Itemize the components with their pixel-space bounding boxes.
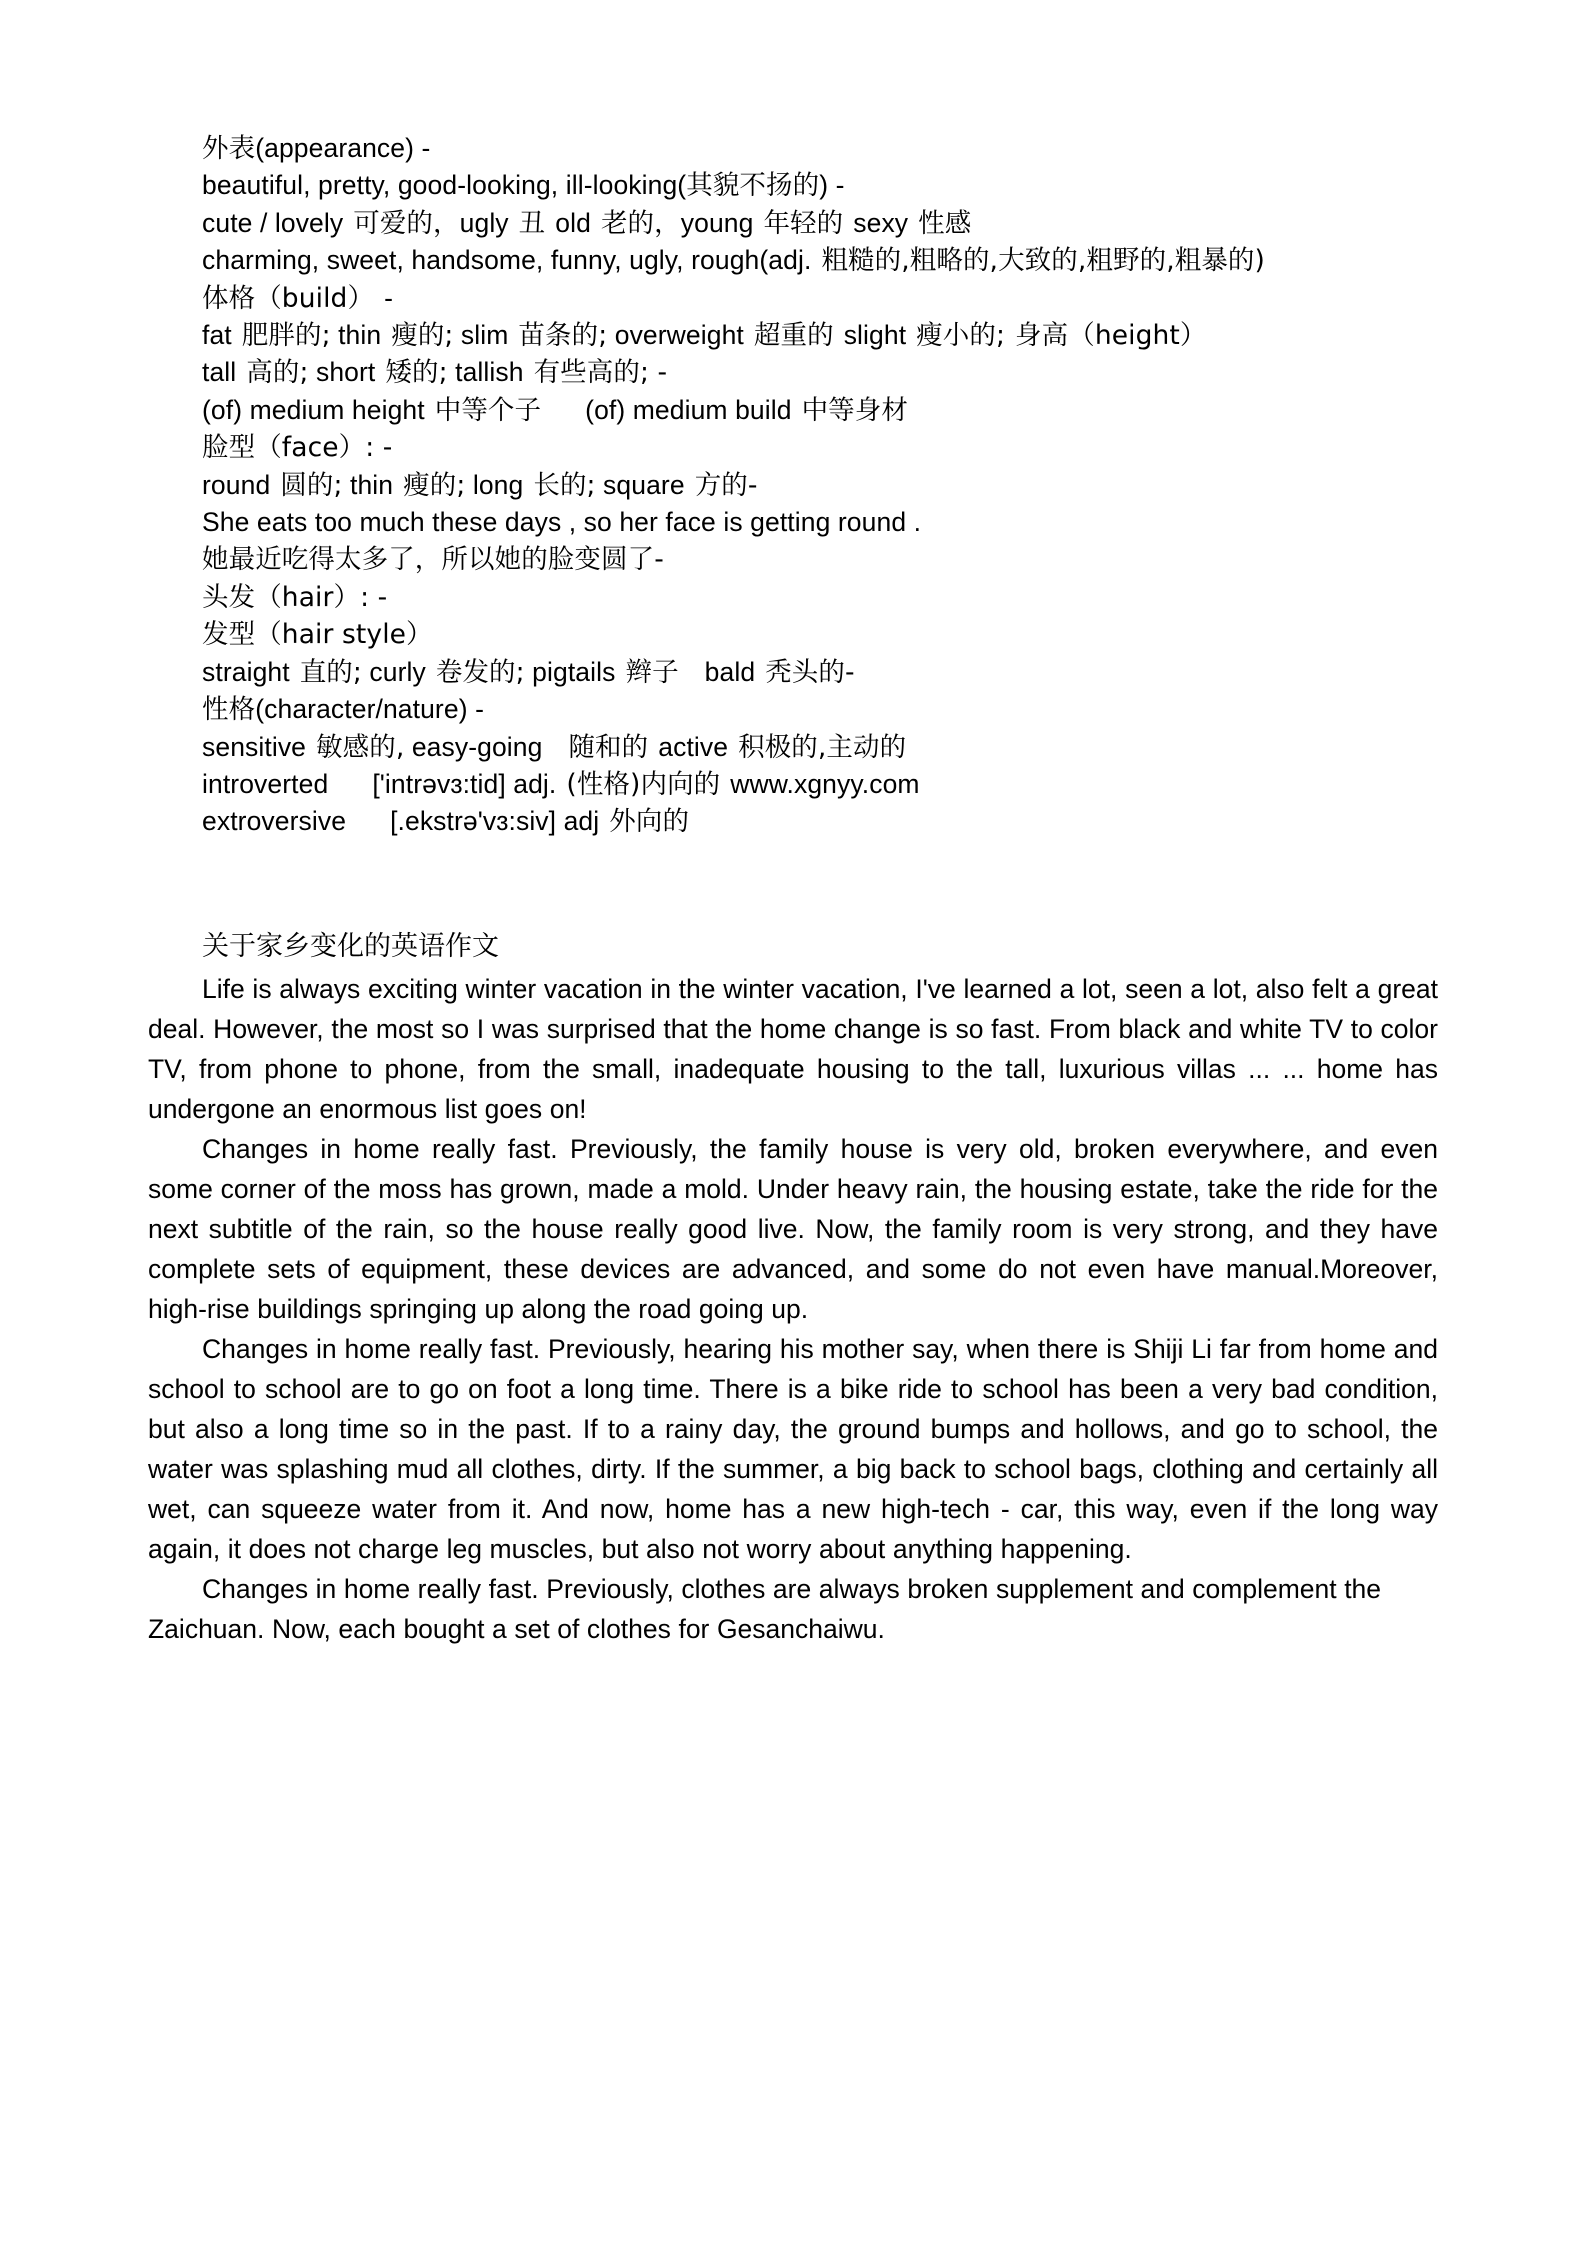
face-heading-cn: 脸型（face）: - (202, 432, 393, 464)
word-extroversive-ipa: [.ekstrə'vɜ:siv] adj (390, 806, 600, 837)
word-sexy-cn: 性感 (918, 207, 972, 239)
essay-paragraph: Changes in home really fast. Previously, clothes are always broken supplement and complement the Zaichuan. Now, each bought a set of clothes for Gesanchaiwu. (148, 1573, 1382, 1644)
page-content (148, 130, 1438, 1649)
word-straight-cn: 直的; (299, 656, 362, 688)
vocab-line-face-adjectives (148, 467, 1438, 504)
word-tall: tall (202, 357, 237, 388)
word-slim: slim (460, 320, 509, 351)
word-curly-cn: 卷发的; (435, 656, 525, 688)
adjectives-text: beautiful, pretty, good-looking, ill-looking(其貌不扬的) - (202, 170, 845, 201)
word-ugly-cn: 丑 (518, 207, 546, 239)
example-sentence-cn: 她最近吃得太多了，所以她的脸变圆了- (202, 544, 664, 576)
vocab-line-hair-heading (148, 579, 1438, 616)
phrase-medium-height: (of) medium height (202, 394, 425, 425)
word-slim-cn: 苗条的; (518, 320, 608, 352)
word-tallish-cn: 有些高的; - (533, 357, 668, 389)
vocab-line-height-adjectives (148, 354, 1438, 391)
hair-heading-cn: 头发（hair）: - (202, 581, 388, 613)
word-introverted-cn: (性格)内向的 (566, 768, 721, 800)
vocab-line-adjectives (148, 167, 1438, 204)
word-straight: straight (202, 656, 290, 687)
word-long-cn: 长的; (533, 469, 596, 501)
word-thin-2-cn: 瘦的; (403, 469, 466, 501)
word-short-cn: 矮的; (385, 357, 448, 389)
word-short: short (315, 357, 376, 388)
word-bald-cn: 秃头的- (765, 656, 855, 688)
word-fat: fat (202, 320, 232, 351)
word-sensitive: sensitive (202, 731, 307, 762)
word-cute-lovely: cute / lovely (202, 207, 344, 238)
vocab-line-extroversive (148, 803, 1438, 840)
vocab-line-hair-adjectives (148, 654, 1438, 691)
phrase-medium-build: (of) medium build (585, 394, 792, 425)
word-round: round (202, 469, 271, 500)
build-heading-cn: 体格（build） (202, 282, 375, 314)
word-pigtails-cn: 辫子 (625, 656, 679, 688)
vocab-line-character-heading (148, 691, 1438, 728)
phrase-medium-height-cn: 中等个子 (434, 394, 542, 426)
word-thin: thin (338, 320, 382, 351)
word-round-cn: 圆的; (280, 469, 343, 501)
vocab-line-appearance-heading (148, 130, 1438, 167)
word-extroversive: extroversive (202, 806, 347, 837)
word-introverted-ipa: ['intrəvɜ:tid] adj. (372, 768, 557, 799)
essay-title: 关于家乡变化的英语作文 (202, 930, 499, 962)
word-thin-2: thin (349, 469, 394, 500)
example-sentence-en: She eats too much these days , so her face is getting round . (202, 507, 922, 538)
section-spacer (148, 841, 1438, 927)
word-active: active (658, 731, 729, 762)
vocabulary-notes-block (148, 130, 1438, 841)
word-pigtails: pigtails (532, 656, 616, 687)
word-square-cn: 方的- (694, 469, 758, 501)
word-slight-cn: 瘦小的; (916, 320, 1006, 352)
essay-paragraph: Changes in home really fast. Previously, hearing his mother say, when there is Shiji Li far from home and school to school are to go on foot a long time. There is a bike ride to school has been a very bad condition, but also a long time so in the past. If to a rainy day, the ground bumps and hollows, and go to school, the water was splashing mud all clothes, dirty. If the summer, a big back to school bags, clothing and certainly all wet, can squeeze water from it. And now, home has a new high-tech - car, this way, even if the long way again, it does not charge leg muscles, but also not worry about anything happening. (148, 1333, 1438, 1564)
phrase-medium-build-cn: 中等身材 (801, 394, 908, 426)
word-introverted: introverted (202, 768, 329, 799)
word-bald: bald (704, 656, 756, 687)
word-easy-going: easy-going (411, 731, 543, 762)
word-overweight: overweight (614, 320, 744, 351)
character-heading-en: (character/nature) - (255, 694, 485, 725)
word-fat-cn: 肥胖的; (241, 320, 331, 352)
vocab-line-cute-ugly-old-young-sexy (148, 205, 1438, 242)
word-square: square (603, 469, 685, 500)
word-sensitive-cn: 敏感的, (316, 731, 405, 763)
word-young: young (680, 207, 754, 238)
vocab-line-character-adjectives (148, 729, 1438, 766)
vocab-line-face-heading (148, 429, 1438, 466)
word-curly: curly (369, 656, 426, 687)
vocab-line-charming-rough (148, 242, 1438, 279)
word-sexy: sexy (853, 207, 909, 238)
character-heading-cn: 性格 (202, 694, 256, 726)
word-easy-going-cn: 随和的 (568, 731, 649, 763)
essay-paragraph: Changes in home really fast. Previously, the family house is very old, broken everywhere, and even some corner of the moss has grown, made a mold. Under heavy rain, the housing estate, take the ride for the next subtitle of the rain, so the house really good live. Now, the family room is very strong, and they have complete sets of equipment, these devices are advanced, and some do not even have manual.Moreover, high-rise buildings springing up along the road going up. (148, 1133, 1438, 1324)
watermark-url: www.xgnyy.com (730, 768, 920, 799)
vocab-line-build-heading (148, 280, 1438, 317)
charming-line-en: charming, sweet, handsome, funny, ugly, rough(adj. (202, 245, 812, 276)
word-old: old (555, 207, 591, 238)
word-ugly: ugly (459, 207, 509, 238)
word-thin-cn: 瘦的; (391, 320, 454, 352)
height-heading-cn: 身高（height） (1015, 320, 1207, 352)
word-tall-cn: 高的; (246, 357, 309, 389)
hairstyle-heading-cn: 发型（hair style） (202, 619, 433, 651)
word-cute-lovely-cn: 可爱的， (353, 207, 460, 239)
essay-paragraph: Life is always exciting winter vacation in the winter vacation, I've learned a lot, seen a lot, also felt a great deal. However, the most so I was surprised that the home change is so fast. From black and white TV to color TV, from phone to phone, from the small, inadequate housing to the tall, luxurious villas ... ... home has undergone an enormous list goes on! (148, 973, 1438, 1124)
build-heading-dash: - (384, 282, 394, 313)
appearance-heading-cn: 外表 (202, 133, 256, 164)
vocab-line-introverted (148, 766, 1438, 803)
essay-block (148, 927, 1438, 1649)
vocab-line-example-sentence-en (148, 504, 1438, 541)
word-young-cn: 年轻的 (763, 207, 844, 239)
charming-line-cn: 粗糙的,粗略的,大致的,粗野的,粗暴的) (821, 245, 1265, 277)
word-tallish: tallish (455, 357, 524, 388)
vocab-line-build-adjectives (148, 317, 1438, 354)
word-overweight-cn: 超重的 (753, 320, 834, 352)
word-slight: slight (843, 320, 907, 351)
appearance-heading-en: (appearance) - (255, 133, 431, 163)
vocab-line-hairstyle-heading (148, 616, 1438, 653)
word-old-cn: 老的， (600, 207, 681, 239)
word-extroversive-cn: 外向的 (609, 806, 690, 838)
word-long: long (472, 469, 524, 500)
word-active-cn: 积极的,主动的 (738, 731, 907, 763)
vocab-line-example-sentence-cn (148, 541, 1438, 578)
vocab-line-medium (148, 392, 1438, 429)
